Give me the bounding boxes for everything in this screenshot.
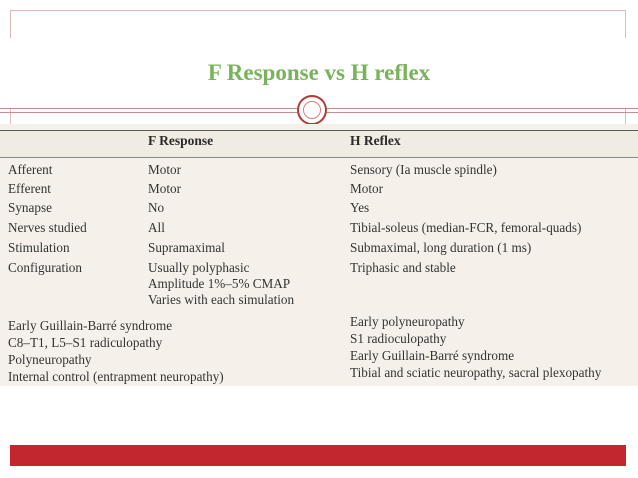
row-label-efferent: Efferent bbox=[8, 181, 51, 196]
row-label-stimulation: Stimulation bbox=[8, 240, 70, 255]
header-f-response: F Response bbox=[148, 133, 214, 148]
f-configuration-amplitude: Amplitude 1%–5% CMAP bbox=[148, 276, 291, 291]
comparison-table bbox=[0, 124, 638, 386]
f-nerves-studied: All bbox=[148, 220, 165, 235]
row-label-configuration: Configuration bbox=[8, 260, 82, 275]
h-use-item: S1 radioculopathy bbox=[350, 331, 447, 346]
slide-title: F Response vs H reflex bbox=[207, 60, 431, 85]
footer-band bbox=[10, 445, 626, 466]
h-afferent: Sensory (Ia muscle spindle) bbox=[350, 162, 497, 177]
f-use-item: Polyneuropathy bbox=[8, 352, 92, 367]
header-h-reflex: H Reflex bbox=[350, 133, 401, 148]
f-synapse: No bbox=[148, 200, 165, 215]
h-efferent: Motor bbox=[350, 181, 383, 196]
h-nerves-studied: Tibial-soleus (median-FCR, femoral-quads) bbox=[350, 220, 582, 235]
h-use-item: Early polyneuropathy bbox=[350, 314, 465, 329]
h-use-item: Tibial and sciatic neuropathy, sacral plexopathy bbox=[350, 365, 602, 380]
f-configuration-variability: Varies with each simulation bbox=[148, 292, 295, 307]
f-use-item: Internal control (entrapment neuropathy) bbox=[8, 369, 224, 384]
h-stimulation: Submaximal, long duration (1 ms) bbox=[350, 240, 532, 255]
h-configuration: Triphasic and stable bbox=[350, 260, 456, 275]
lower-blank-area bbox=[0, 386, 638, 446]
h-synapse: Yes bbox=[350, 200, 370, 215]
f-use-item: Early Guillain-Barré syndrome bbox=[8, 318, 173, 333]
table-header-band bbox=[0, 130, 638, 158]
row-label-synapse: Synapse bbox=[8, 200, 52, 215]
f-stimulation: Supramaximal bbox=[148, 240, 225, 255]
circle-ornament-inner bbox=[303, 101, 321, 119]
f-use-item: C8–T1, L5–S1 radiculopathy bbox=[8, 335, 163, 350]
h-use-item: Early Guillain-Barré syndrome bbox=[350, 348, 515, 363]
circle-ornament-icon bbox=[297, 95, 327, 125]
f-afferent: Motor bbox=[148, 162, 181, 177]
row-label-nerves-studied: Nerves studied bbox=[8, 220, 87, 235]
f-configuration: Usually polyphasic bbox=[148, 260, 250, 275]
f-efferent: Motor bbox=[148, 181, 181, 196]
row-label-afferent: Afferent bbox=[8, 162, 53, 177]
